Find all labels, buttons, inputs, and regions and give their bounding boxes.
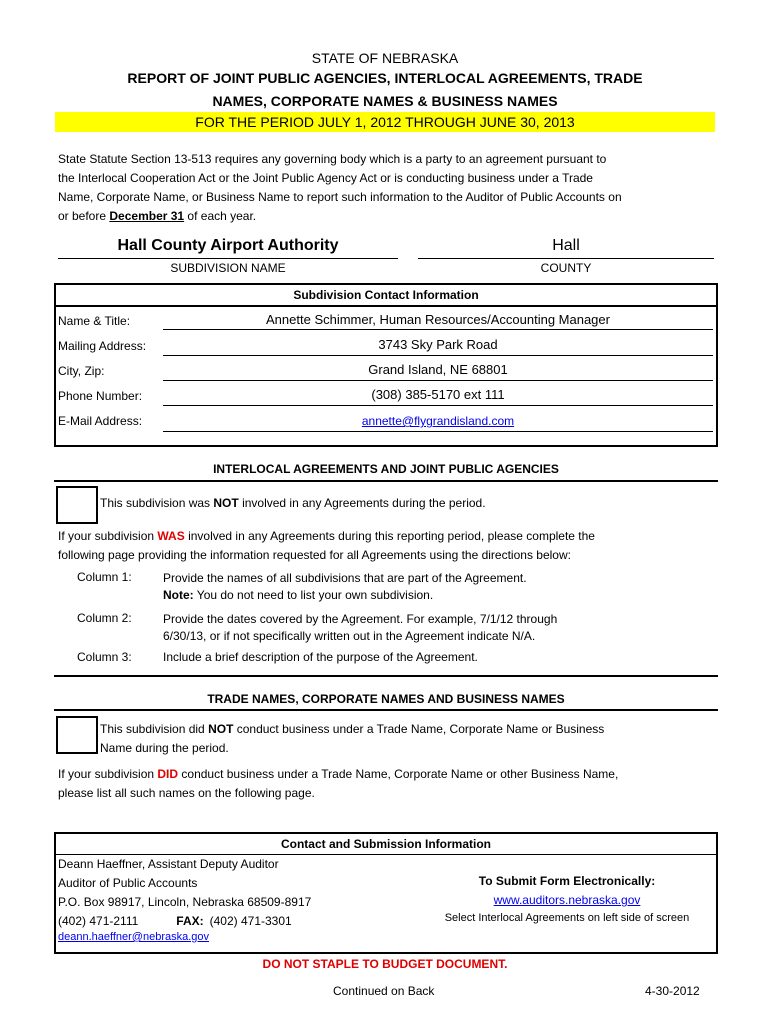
phone-number-label: Phone Number: [58,389,143,403]
phone-number-underline [163,405,713,406]
period-text: FOR THE PERIOD JULY 1, 2012 THROUGH JUNE 30, 2013 [195,114,575,130]
auditor-phone-fax: (402) 471-2111 FAX: (402) 471-3301 [58,914,292,928]
interlocal-not-involved-checkbox[interactable] [56,486,98,524]
report-title-line2: NAMES, CORPORATE NAMES & BUSINESS NAMES [212,93,558,109]
city-zip-label: City, Zip: [58,364,105,378]
mailing-address-label: Mailing Address: [58,339,147,353]
phone-number-field[interactable]: (308) 385-5170 ext 111 [371,387,505,402]
state-heading: STATE OF NEBRASKA [311,50,459,66]
statute-line2: the Interlocal Cooperation Act or the Joint Public Agency Act or is conducting business under a Trade [58,171,593,185]
county-label: COUNTY [540,261,592,275]
continued-on-back: Continued on Back [333,984,435,998]
was-emphasis: WAS [157,529,185,543]
electronic-heading: To Submit Form Electronically: [478,874,656,888]
mailing-address-underline [163,355,713,356]
column1-text: Provide the names of all subdivisions that are part of the Agreement. Note: You do not need to list your own subdivision. [163,571,527,602]
trade-instructions: If your subdivision DID conduct business under a Trade Name, Corporate Name or other Business Name, please list all such names on the following page. [58,767,619,800]
electronic-instructions: Select Interlocal Agreements on left side of screen [444,912,690,924]
trade-divider [54,709,718,711]
auditor-office: Auditor of Public Accounts [58,876,198,890]
subdivision-name-line [58,258,398,259]
interlocal-heading: INTERLOCAL AGREEMENTS AND JOINT PUBLIC AGENCIES [213,462,559,476]
statute-line4: or before December 31 of each year. [58,209,257,223]
did-emphasis: DID [157,767,179,781]
county-value[interactable]: Hall [552,237,580,254]
name-title-underline [163,329,713,330]
interlocal-checkbox-text: This subdivision was NOT involved in any Agreements during the period. [100,496,486,510]
county-line [418,258,714,259]
staple-warning: DO NOT STAPLE TO BUDGET DOCUMENT. [262,957,508,971]
contact-heading-box [54,283,718,307]
trade-not-conducted-checkbox[interactable] [56,716,98,754]
email-address-underline [163,431,713,432]
interlocal-divider [54,480,718,482]
name-title-field[interactable]: Annette Schimmer, Human Resources/Accounting Manager [266,312,610,327]
auditor-website-link[interactable]: www.auditors.nebraska.gov [493,893,641,907]
statute-line3: Name, Corporate Name, or Business Name to report such information to the Auditor of Public Accounts on [58,190,622,204]
auditor-name: Deann Haeffner, Assistant Deputy Auditor [58,857,279,871]
email-address-field[interactable]: annette@flygrandisland.com [361,414,515,428]
trade-top-divider [54,675,718,677]
contact-heading: Subdivision Contact Information [293,288,479,302]
mailing-address-field[interactable]: 3743 Sky Park Road [378,337,498,352]
statute-line1: State Statute Section 13-513 requires any governing body which is a party to an agreement pursuant to [58,152,607,166]
auditor-address: P.O. Box 98917, Lincoln, Nebraska 68509-8917 [58,895,312,909]
column1-label: Column 1: [77,570,132,584]
submission-heading: Contact and Submission Information [56,834,716,855]
subdivision-name-value[interactable]: Hall County Airport Authority [117,237,339,254]
city-zip-underline [163,380,713,381]
report-title-line1: REPORT OF JOINT PUBLIC AGENCIES, INTERLOCAL AGREEMENTS, TRADE [127,70,643,86]
auditor-email-link[interactable]: deann.haeffner@nebraska.gov [58,931,210,943]
trade-heading: TRADE NAMES, CORPORATE NAMES AND BUSINESS NAMES [207,692,565,706]
period-highlight [55,112,715,132]
statute-paragraph [58,150,728,226]
city-zip-field[interactable]: Grand Island, NE 68801 [368,362,508,377]
trade-checkbox-text: This subdivision did NOT conduct business under a Trade Name, Corporate Name or Business Name during the period. [100,722,605,755]
subdivision-name-label: SUBDIVISION NAME [170,261,286,275]
column3-label: Column 3: [77,650,132,664]
column2-text: Provide the dates covered by the Agreement. For example, 7/1/12 through 6/30/13, or if not specifically written out in the Agreement indicate N/A. [163,612,558,643]
column3-text: Include a brief description of the purpose of the Agreement. [163,650,478,664]
interlocal-instructions: If your subdivision WAS involved in any Agreements during this reporting period, please complete the following page providing the information requested for all Agreements using the directions below: [58,529,595,562]
deadline-date: December 31 [109,209,185,223]
column2-label: Column 2: [77,611,132,625]
form-revision-date: 4-30-2012 [645,984,700,998]
name-title-label: Name & Title: [58,314,131,328]
auditor-contact [58,855,311,931]
email-address-label: E-Mail Address: [58,414,143,428]
